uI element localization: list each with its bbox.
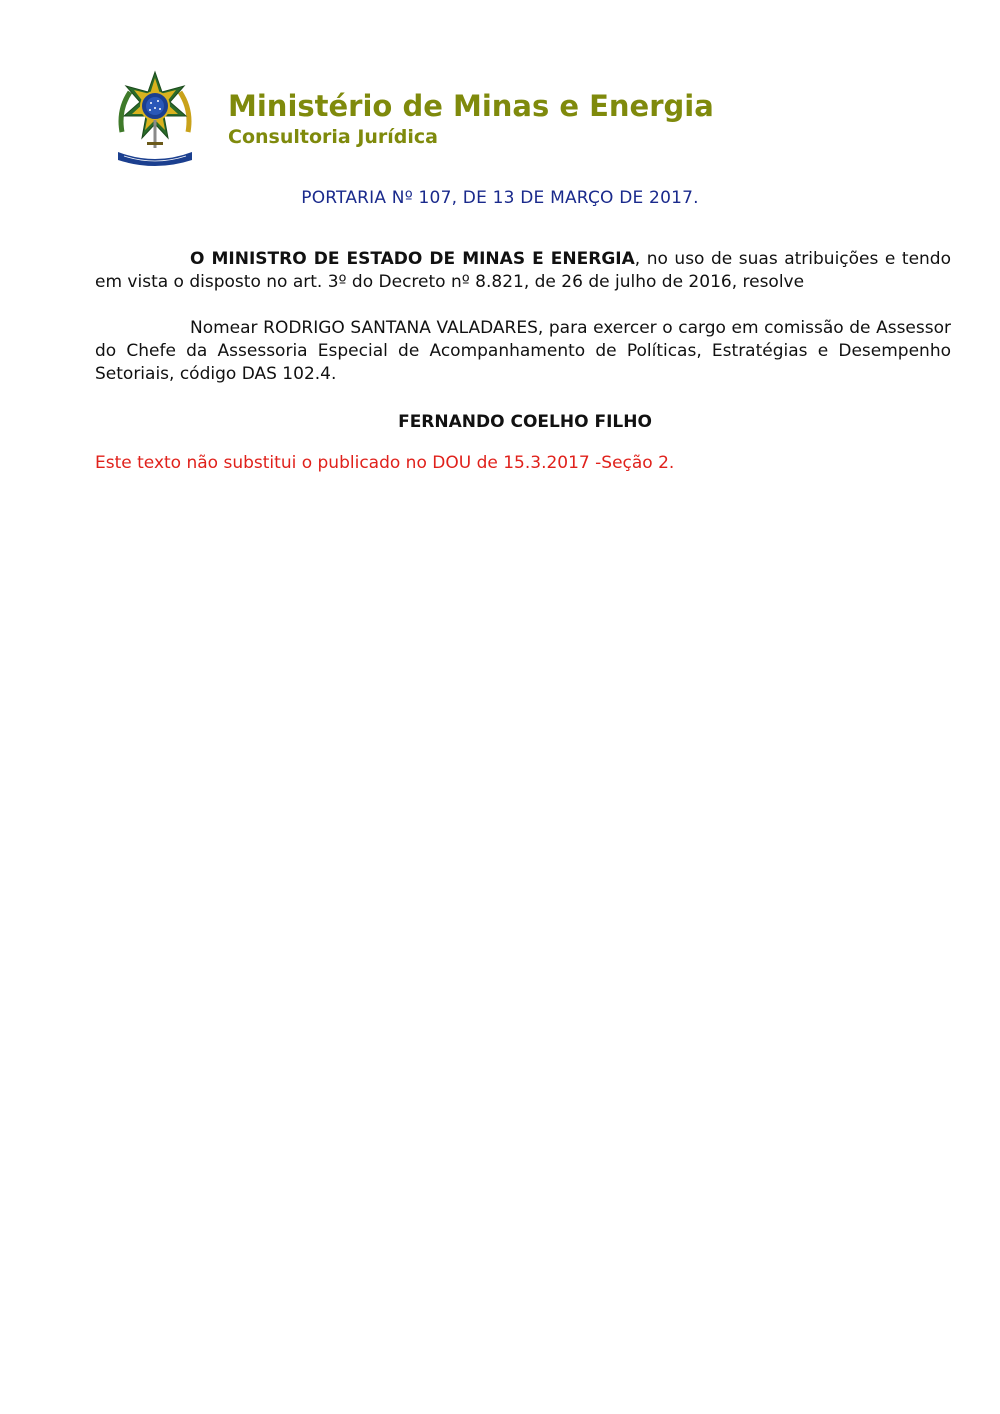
ministry-title: Ministério de Minas e Energia xyxy=(228,89,714,123)
brazil-coat-of-arms-icon xyxy=(114,70,196,168)
document-title: PORTARIA Nº 107, DE 13 DE MARÇO DE 2017. xyxy=(301,188,699,208)
disclaimer-note: Este texto não substitui o publicado no DOU de 15.3.2017 -Seção 2. xyxy=(95,453,675,473)
preamble-lead: O MINISTRO DE ESTADO DE MINAS E ENERGIA xyxy=(190,249,635,269)
preamble-rest: , no uso de suas atribuições e tendo em vista o disposto no art. 3º do Decreto nº 8.821, de 26 de julho de 2016, resolve xyxy=(95,249,951,292)
department-subtitle: Consultoria Jurídica xyxy=(228,126,439,148)
letterhead xyxy=(228,88,714,150)
appointment-paragraph: Nomear RODRIGO SANTANA VALADARES, para exercer o cargo em comissão de Assessor do Chefe da Assessoria Especial de Acompanhamento de Políticas, Estratégias e Desempenho Setoriais, código DAS 102.4. xyxy=(95,318,951,384)
signature: FERNANDO COELHO FILHO xyxy=(398,412,652,432)
preamble-paragraph xyxy=(95,248,951,294)
